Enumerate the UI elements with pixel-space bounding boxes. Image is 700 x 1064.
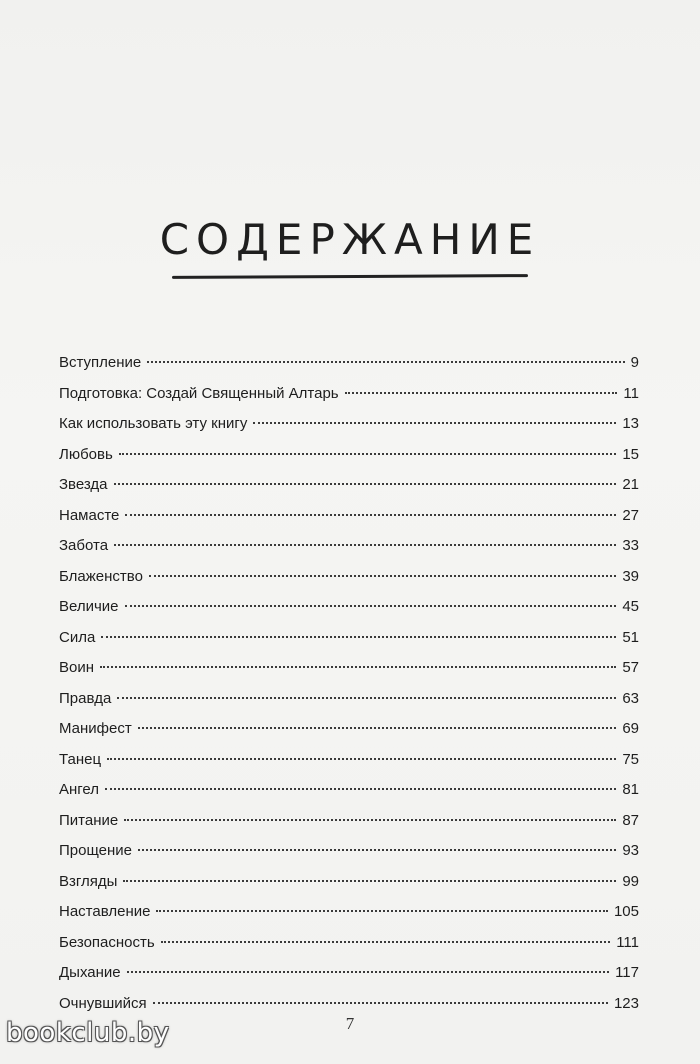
- title-underline: [172, 274, 528, 279]
- toc-entry: [59, 714, 639, 745]
- toc-entry: [59, 806, 639, 837]
- toc-entry-label: Манифест: [59, 720, 132, 737]
- toc-dot-leader: [156, 910, 608, 912]
- toc-entry-page: 75: [622, 750, 639, 768]
- toc-dot-leader: [114, 544, 616, 546]
- toc-entry: [59, 379, 639, 410]
- toc-entry-page: 15: [622, 445, 639, 463]
- toc-dot-leader: [147, 361, 624, 363]
- toc-entry: [59, 684, 639, 715]
- toc-dot-leader: [100, 666, 616, 668]
- toc-entry: [59, 836, 639, 867]
- toc-entry-label: Подготовка: Создай Священный Алтарь: [59, 384, 339, 402]
- toc-entry: [59, 867, 639, 898]
- toc-entry: [59, 928, 639, 959]
- toc-entry: [59, 470, 639, 501]
- toc-dot-leader: [127, 971, 609, 973]
- toc-entry: [59, 348, 639, 379]
- toc-dot-leader: [125, 605, 617, 607]
- toc-entry-label: Ангел: [59, 781, 100, 798]
- toc-entry-label: Блаженство: [59, 567, 143, 585]
- toc-entry-label: Сила: [59, 628, 96, 646]
- toc-dot-leader: [119, 453, 617, 455]
- toc-entry-page: 21: [622, 476, 639, 493]
- toc-dot-leader: [345, 392, 618, 394]
- toc-entry-label: Воин: [59, 659, 95, 676]
- toc-entry-page: 99: [622, 872, 639, 890]
- page-number: 7: [345, 1014, 355, 1033]
- toc-entry-label: Правда: [59, 689, 112, 707]
- toc-entry-label: Очнувшийся: [59, 994, 147, 1012]
- toc-entry-label: Величие: [59, 598, 119, 615]
- toc-entry-label: Как использовать эту книгу: [59, 415, 248, 432]
- page-title: СОДЕРЖАНИЕ: [159, 215, 541, 264]
- toc-dot-leader: [153, 1002, 608, 1004]
- toc-entry-page: 11: [623, 384, 639, 402]
- toc-entry-page: 13: [622, 415, 639, 432]
- toc-dot-leader: [107, 758, 616, 760]
- toc-dot-leader: [161, 941, 611, 943]
- toc-entry-page: 51: [622, 628, 639, 646]
- toc-entry-page: 45: [622, 598, 639, 615]
- toc-entry-page: 81: [622, 781, 639, 798]
- toc-entry-page: 93: [622, 842, 639, 859]
- toc-entry-page: 63: [622, 689, 639, 707]
- toc-entry: [59, 592, 639, 623]
- toc-entry-label: Дыхание: [59, 964, 121, 981]
- toc-entry: [59, 440, 639, 471]
- toc-dot-leader: [138, 849, 616, 851]
- toc-entry-page: 57: [622, 659, 639, 676]
- toc-entry-page: 105: [613, 903, 639, 920]
- toc-entry-label: Вступление: [59, 354, 142, 371]
- toc-dot-leader: [101, 636, 616, 638]
- toc-entry-label: Намасте: [59, 506, 120, 524]
- toc-dot-leader: [253, 422, 616, 424]
- toc-entry-page: 9: [630, 354, 639, 371]
- toc-entry: [59, 775, 639, 806]
- watermark-logo: bookclub.by: [6, 1018, 170, 1048]
- toc-entry: [59, 501, 639, 532]
- toc-entry-label: Прощение: [59, 842, 132, 859]
- toc-entry: [59, 653, 639, 684]
- toc-dot-leader: [125, 514, 616, 516]
- toc-entry-page: 111: [616, 933, 639, 951]
- toc-entry: [59, 745, 639, 776]
- toc-dot-leader: [123, 880, 616, 882]
- toc-entry-label: Питание: [59, 811, 119, 829]
- toc-entry-label: Наставление: [59, 903, 151, 920]
- toc-entry-label: Безопасность: [59, 933, 155, 951]
- toc-entry: [59, 562, 639, 593]
- toc-entry-label: Танец: [59, 750, 102, 768]
- toc-entry: [59, 897, 639, 928]
- toc-entry-page: 69: [622, 720, 639, 737]
- toc-dot-leader: [149, 575, 616, 577]
- toc-entry-page: 87: [622, 811, 639, 829]
- toc-dot-leader: [117, 697, 616, 699]
- toc-entry-label: Любовь: [59, 445, 113, 463]
- toc-entry-page: 123: [613, 994, 639, 1012]
- toc-dot-leader: [105, 788, 616, 790]
- toc-entry-label: Забота: [59, 537, 109, 554]
- toc-entry: [59, 958, 639, 989]
- toc-dot-leader: [138, 727, 617, 729]
- toc-entry-page: 39: [622, 567, 639, 585]
- toc-entry-page: 27: [622, 506, 639, 524]
- toc-entry-label: Звезда: [59, 476, 108, 493]
- toc-dot-leader: [114, 483, 617, 485]
- toc-entry: [59, 409, 639, 440]
- toc-entry-label: Взгляды: [59, 872, 118, 890]
- table-of-contents: [59, 348, 639, 1019]
- toc-dot-leader: [124, 819, 616, 821]
- toc-entry-page: 33: [622, 537, 639, 554]
- toc-entry: [59, 623, 639, 654]
- toc-entry-page: 117: [615, 964, 639, 981]
- toc-entry: [59, 531, 639, 562]
